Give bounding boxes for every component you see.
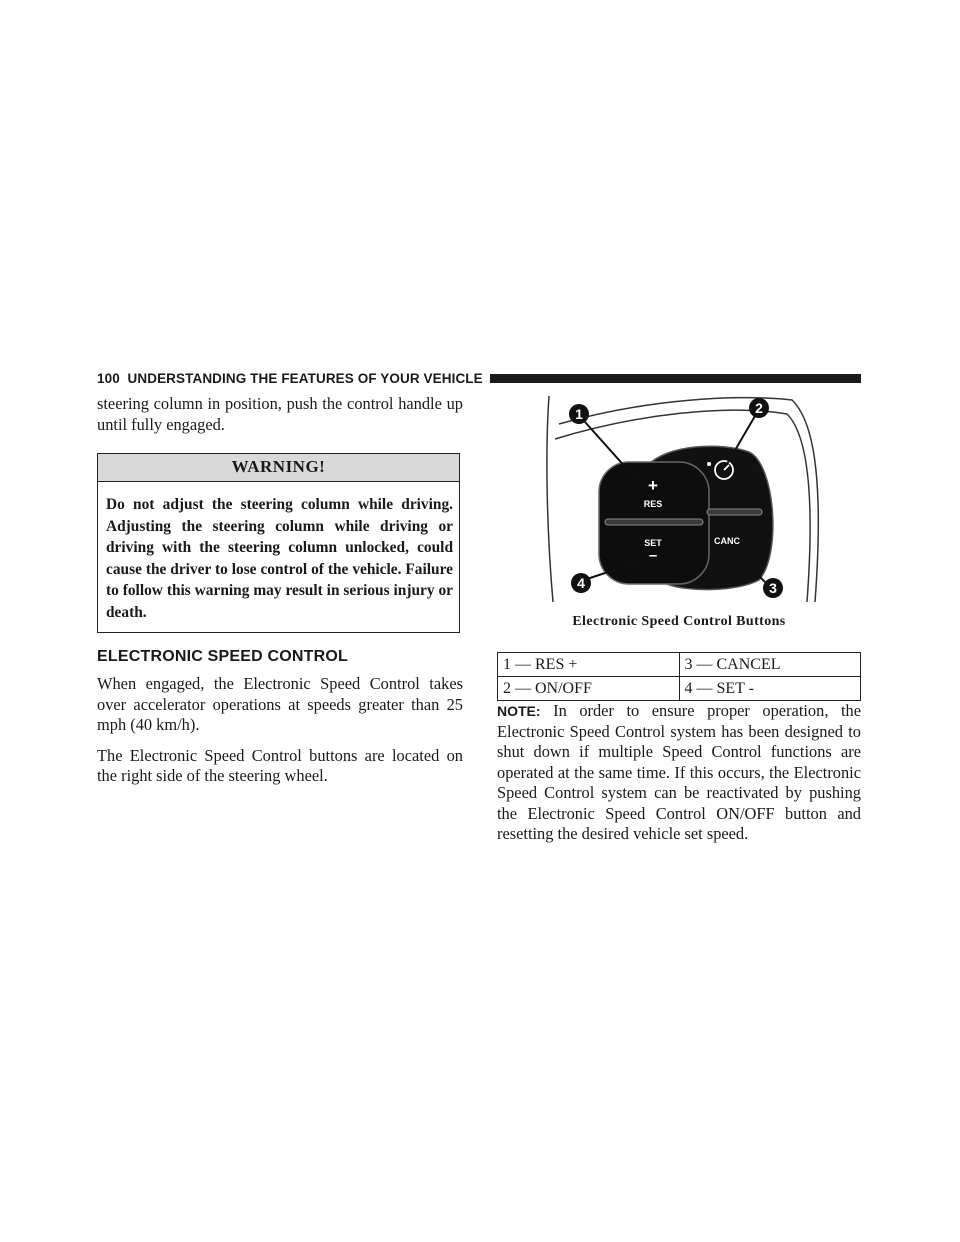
paragraph-speed-control: When engaged, the Electronic Speed Control takes over accelerator operations at speeds greater than 25 mph (40 km/h). [97, 674, 463, 734]
page-header [97, 369, 861, 387]
warning-text: Do not adjust the steering column while driving. Adjusting the steering column while driving or driving with the steering column unlocked, could cause the driver to lose control of the vehicle. Failure to follow this warning may result in serious injury or death. [106, 496, 453, 621]
left-pad-divider [605, 519, 703, 525]
callout-3 [763, 578, 783, 598]
table-row [498, 677, 861, 701]
svg-text:2: 2 [755, 400, 763, 416]
warning-title: WARNING! [98, 454, 459, 482]
svg-text:4: 4 [577, 575, 585, 591]
page-header-text [97, 371, 483, 386]
page-number: 100 [97, 370, 120, 386]
set-minus-label: – [648, 547, 658, 564]
note-text: In order to ensure proper operation, the Electronic Speed Control system has been designed to shut down if multiple Speed Control functions are operated at the same time. If this occurs, the Electronic Speed Control system can be reactivated by pushing the Electronic Speed Control ON/OFF button and resetting the desired vehicle set speed. [497, 701, 861, 843]
callout-4 [571, 573, 591, 593]
warning-box [97, 453, 460, 633]
left-column [97, 394, 463, 787]
table-cell: 3 — CANCEL [679, 653, 861, 677]
intro-text: steering column in position, push the control handle up until fully engaged. [97, 394, 463, 434]
table-cell: 1 — RES + [498, 653, 680, 677]
res-button-label: RES [643, 499, 663, 509]
note-label: NOTE: [497, 703, 541, 719]
callout-2 [749, 398, 769, 418]
paragraph-button-location: The Electronic Speed Control buttons are located on the right side of the steering wheel. [97, 745, 463, 785]
table-row [498, 653, 861, 677]
table-cell: 4 — SET - [679, 677, 861, 701]
wheel-left-edge [547, 396, 553, 602]
speed-control-illustration [497, 394, 861, 604]
set-button-label: SET [644, 538, 662, 548]
res-plus-label: + [648, 476, 658, 495]
chapter-title: UNDERSTANDING THE FEATURES OF YOUR VEHICLE [127, 370, 483, 386]
header-rule [490, 374, 861, 383]
section-heading: ELECTRONIC SPEED CONTROL [97, 648, 349, 665]
svg-text:3: 3 [769, 580, 777, 596]
figure-caption: Electronic Speed Control Buttons [572, 614, 786, 629]
callout-1 [569, 404, 589, 424]
right-pad-divider [707, 509, 762, 515]
speed-control-figure [497, 394, 861, 604]
note-paragraph [497, 701, 861, 845]
legend-table [497, 652, 861, 701]
right-column [497, 394, 861, 845]
canc-button-label: CANC [714, 536, 740, 546]
svg-text:1: 1 [575, 406, 583, 422]
table-cell: 2 — ON/OFF [498, 677, 680, 701]
